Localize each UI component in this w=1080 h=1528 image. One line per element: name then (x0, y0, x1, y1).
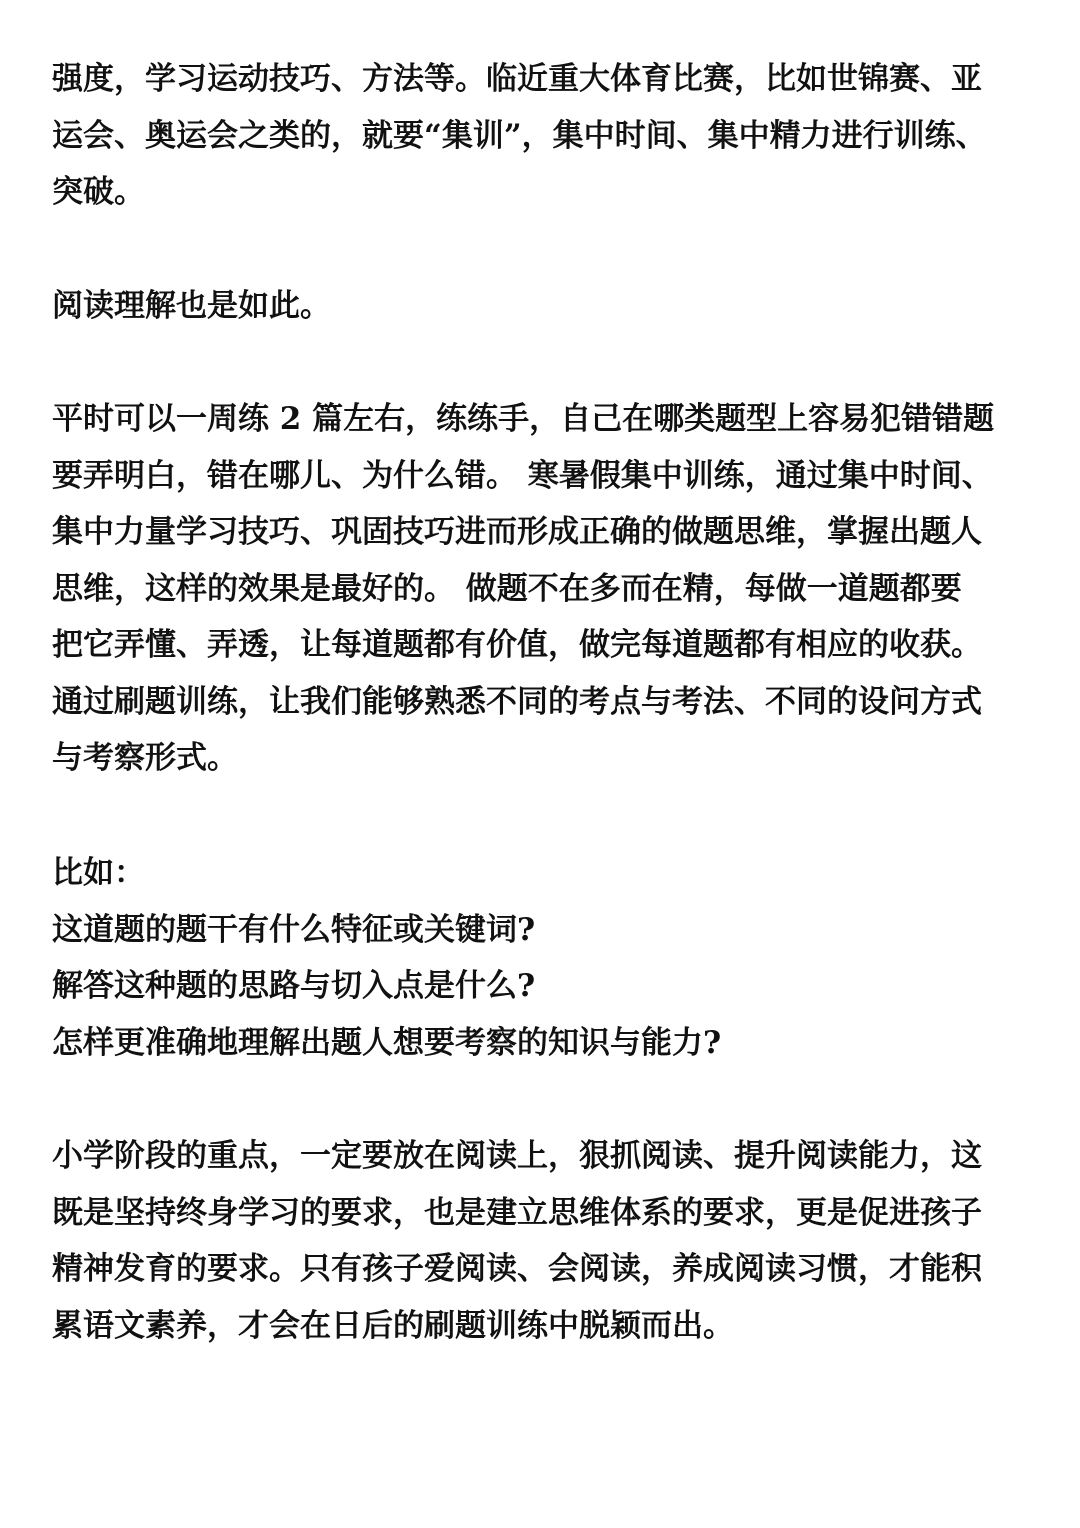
text-line: 既是坚持终身学习的要求，也是建立思维体系的要求，更是促进孩子 (52, 1194, 982, 1231)
text-line: 小学阶段的重点，一定要放在阅读上，狠抓阅读、提升阅读能力，这 (52, 1138, 982, 1174)
question-line: 怎样更准确地理解出题人想要考察的知识与能力? (52, 1024, 722, 1061)
text-line: 运会、奥运会之类的，就要“集训”，集中时间、集中精力进行训练、 (52, 117, 987, 154)
paragraph-example-questions (52, 845, 1032, 1071)
text-line: 平时可以一周练 2 篇左右，练练手，自己在哪类题型上容易犯错错题 (52, 401, 995, 437)
paragraph-reading-same (52, 278, 1032, 335)
paragraph-training-intensity (52, 51, 1032, 221)
paragraph-primary-school-focus (52, 1128, 1032, 1354)
text-line: 通过刷题训练，让我们能够熟悉不同的考点与考法、不同的设问方式 (52, 683, 982, 720)
question-line: 这道题的题干有什么特征或关键词? (52, 911, 536, 948)
question-line: 解答这种题的思路与切入点是什么? (52, 968, 536, 1004)
example-heading: 比如： (52, 855, 145, 891)
paragraph-practice-method (52, 391, 1032, 787)
text-line: 思维，这样的效果是最好的。 做题不在多而在精，每做一道题都要 (52, 570, 962, 607)
text-line: 阅读理解也是如此。 (52, 288, 331, 324)
text-line: 累语文素养，才会在日后的刷题训练中脱颖而出。 (52, 1307, 734, 1344)
text-line: 与考察形式。 (52, 740, 238, 776)
text-line: 集中力量学习技巧、巩固技巧进而形成正确的做题思维，掌握出题人 (52, 514, 982, 550)
text-line: 强度，学习运动技巧、方法等。临近重大体育比赛，比如世锦赛、亚 (52, 61, 982, 97)
text-line: 精神发育的要求。只有孩子爱阅读、会阅读，养成阅读习惯，才能积 (52, 1251, 982, 1287)
text-line: 要弄明白，错在哪儿、为什么错。 寒暑假集中训练，通过集中时间、 (52, 457, 993, 494)
text-line: 突破。 (52, 174, 145, 210)
text-line: 把它弄懂、弄透，让每道题都有价值，做完每道题都有相应的收获。 (52, 627, 982, 663)
